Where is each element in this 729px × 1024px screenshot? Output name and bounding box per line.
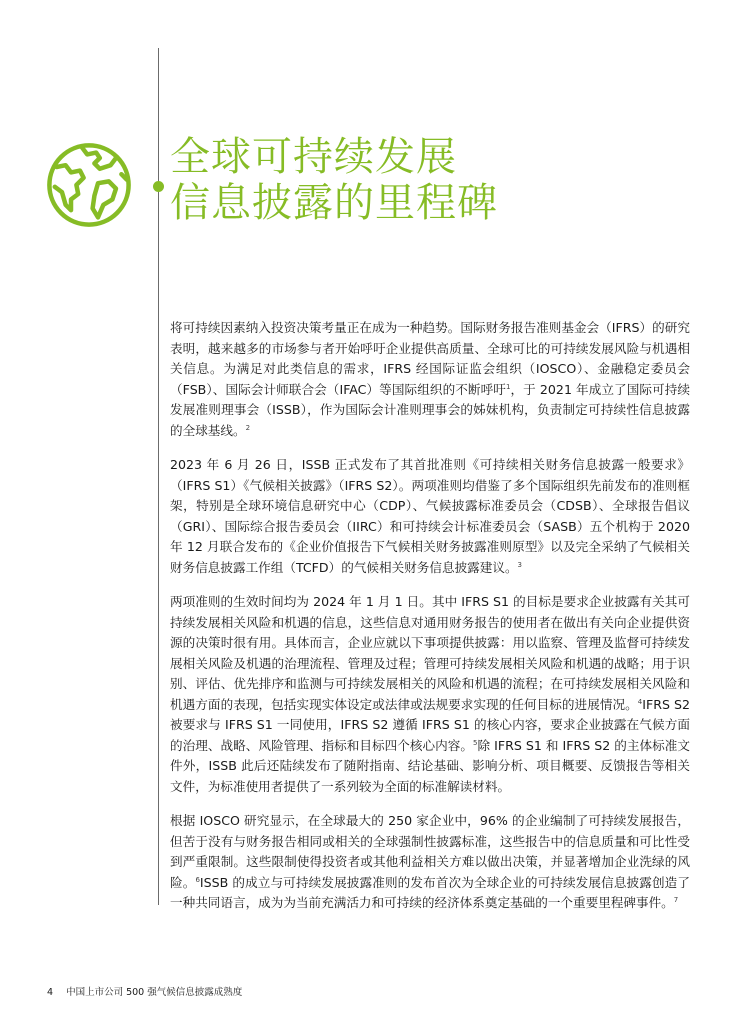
paragraph-text: 两项准则的生效时间均为 2024 年 1 月 1 日。其中 IFRS S1 的目标是要求企业披露有关其可持续发展相关风险和机遇的信息，这些信息对通用财务报告的使用者在做出有关向企业提供资源的决策时很有用。具体而言，企业应就以下事项提供披露：用以监察、管理及监督可持续发展相关风险及机遇的治理流程、管理及过程；管理可持续发展相关风险和机遇的战略；用于识别、评估、优先排序和监测与可持续发展相关的风险和机遇的流程；在可持续发展相关风险和机遇方面的表现，包括实现实体设定或法律或法规要求实现的任何目标的进展情况。 bbox=[170, 594, 690, 712]
footnote-ref: 4 bbox=[637, 697, 643, 706]
page-title-line-1: 全球可持续发展 bbox=[170, 134, 457, 180]
page-title bbox=[170, 134, 498, 226]
body-paragraph bbox=[170, 318, 690, 441]
paragraph-text: 根据 IOSCO 研究显示，在全球最大的 250 家企业中，96% 的企业编制了可持续发展报告，但苦于没有与财务报告相同或相关的全球强制性披露标准，这些报告中的信息质量和可比性受到严重限制。这些限制使得投资者或其他利益相关方难以做出决策，并显著增加企业洗绿的风险。 bbox=[170, 813, 690, 890]
paragraph-text: IFRS S2 被要求与 IFRS S1 一同使用，IFRS S2 遵循 IFRS S1 的核心内容，要求企业披露在气候方面的治理、战略、风险管理、指标和目标四个核心内容。 bbox=[170, 696, 690, 753]
body-paragraph bbox=[170, 592, 690, 797]
page-number: 4 bbox=[47, 987, 54, 998]
footnote-ref: 7 bbox=[673, 895, 679, 904]
footnote-ref: 3 bbox=[517, 560, 523, 569]
page-footer bbox=[47, 984, 242, 998]
vertical-divider-line bbox=[158, 48, 159, 905]
body-paragraph bbox=[170, 455, 690, 578]
footnote-ref: 2 bbox=[245, 423, 251, 432]
paragraph-text: ，于 2021 年成立了国际可持续发展准则理事会（ISSB），作为国际会计准则理事会的姊妹机构，负责制定可持续性信息披露的全球基线。 bbox=[170, 381, 690, 438]
footer-report-title: 中国上市公司 500 强气候信息披露成熟度 bbox=[66, 987, 243, 998]
body-text bbox=[170, 318, 690, 928]
paragraph-text: ISSB 的成立与可持续发展披露准则的发布首次为全球企业的可持续发展信息披露创造了一种共同语言，成为为当前充满活力和可持续的经济体系奠定基础的一个重要里程碑事件。 bbox=[170, 874, 690, 910]
body-paragraph bbox=[170, 811, 690, 914]
paragraph-text: 2023 年 6 月 26 日，ISSB 正式发布了其首批准则《可持续相关财务信息披露一般要求》（IFRS S1）《气候相关披露》（IFRS S2）。两项准则均借鉴了多个国际组织先前发布的准则框架，特别是全球环境信息研究中心（CDP）、气候披露标准委员会（CDSB）、全球报告倡议（GRI）、国际综合报告委员会（IIRC）和可持续会计标准委员会（SASB）五个机构于 2020 年 12 月联合发布的《企业价值报告下气候相关财务披露准则原型》以及完全采纳了气候相关财务信息披露工作组（TCFD）的气候相关财务信息披露建议。 bbox=[170, 457, 690, 575]
globe-icon bbox=[44, 140, 134, 230]
footnote-ref: 5 bbox=[472, 738, 478, 747]
footnote-ref: 6 bbox=[195, 875, 200, 884]
divider-accent-dot bbox=[153, 181, 164, 192]
paragraph-text: 将可持续因素纳入投资决策考量正在成为一种趋势。国际财务报告准则基金会（IFRS）的研究表明，越来越多的市场参与者开始呼吁企业提供高质量、全球可比的可持续发展风险与机遇相关信息。为满足对此类信息的需求，IFRS 经国际证监会组织（IOSCO）、金融稳定委员会（FSB）、国际会计师联合会（IFAC）等国际组织的不断呼吁 bbox=[170, 320, 690, 397]
footnote-ref: 1 bbox=[505, 382, 511, 391]
page-title-line-2: 信息披露的里程碑 bbox=[170, 180, 498, 226]
paragraph-text: 除 IFRS S1 和 IFRS S2 的主体标准文件外，ISSB 此后还陆续发布了随附指南、结论基础、影响分析、项目概要、反馈报告等相关文件，为标准使用者提供了一系列较为全面的标准解读材料。 bbox=[170, 737, 691, 794]
